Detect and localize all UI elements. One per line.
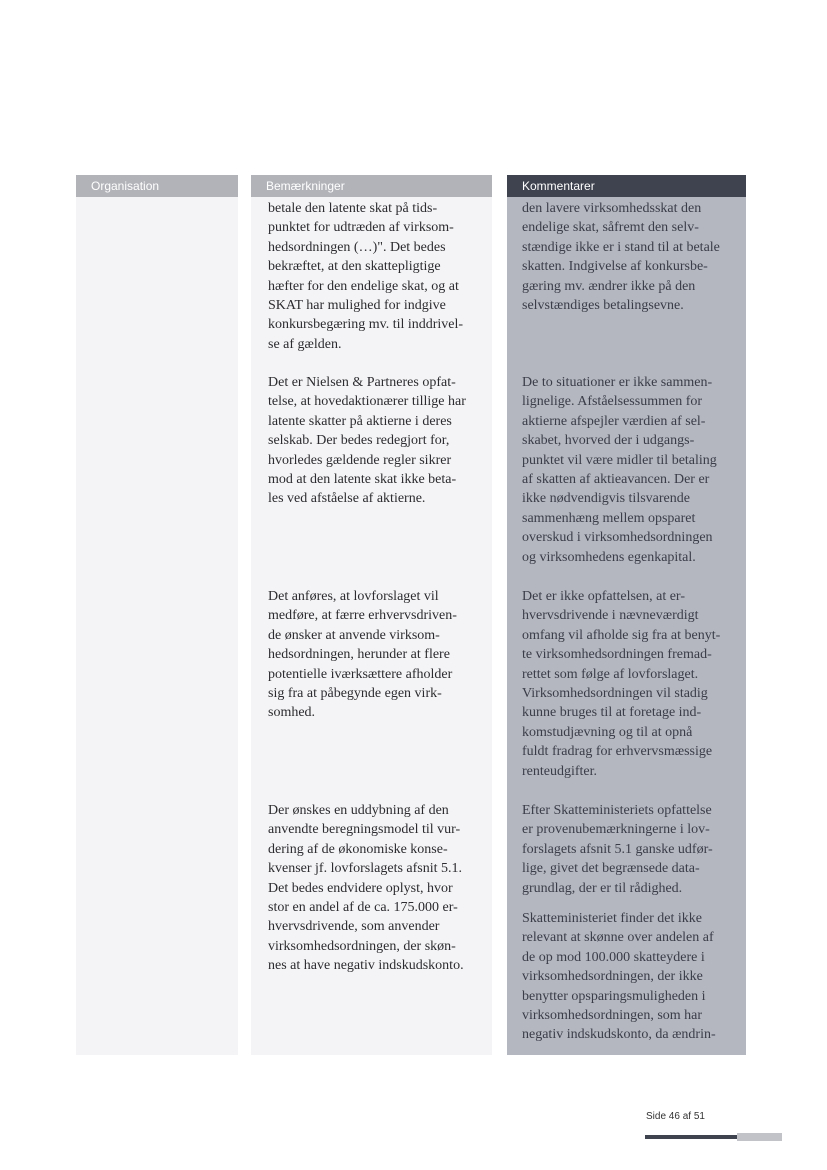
- text-line: virksomhedsordningen, der skøn-: [268, 938, 456, 954]
- text-line: stor en andel af de ca. 175.000 er-: [268, 900, 458, 916]
- text-line: Efter Skatteministeriets opfattelse: [522, 803, 712, 818]
- kommentarer-header: Kommentarer: [507, 175, 746, 197]
- kommentar-paragraph-3: [507, 587, 746, 781]
- text-line: skatten. Indgivelse af konkursbe-: [522, 259, 708, 275]
- text-line: omfang vil afholde sig fra at benyt-: [522, 627, 721, 643]
- text-line: stændige ikke er i stand til at betale: [522, 239, 720, 255]
- text-line: negativ indskudskonto, da ændrin-: [522, 1027, 716, 1043]
- text-line: selvstændiges betalingsevne.: [522, 298, 684, 314]
- text-line: de op mod 100.000 skatteydere i: [522, 949, 705, 965]
- text-line: punktet for udtræden af virksom-: [268, 220, 454, 236]
- text-line: somhed.: [268, 705, 316, 721]
- text-line: Det er Nielsen & Partneres opfat-: [268, 375, 456, 390]
- text-line: skabet, hvorved der i udgangs-: [522, 433, 695, 449]
- bemaerkning-paragraph-1: [251, 199, 492, 354]
- text-line: overskud i virksomhedsordningen: [522, 530, 713, 546]
- text-line: den lavere virksomhedsskat den: [522, 201, 702, 216]
- text-line: af skatten af aktieavancen. Der er: [522, 472, 710, 488]
- text-line: hedsordningen, herunder at flere: [268, 647, 450, 663]
- text-line: grundlag, der er til rådighed.: [522, 880, 683, 896]
- text-line: SKAT har mulighed for indgive: [268, 298, 446, 314]
- text-line: hvervsdrivende i nævneværdigt: [522, 608, 699, 624]
- text-line: punktet vil være midler til betaling: [522, 452, 717, 468]
- text-line: Virksomhedsordningen vil stadig: [522, 686, 708, 702]
- text-line: Det bedes endvidere oplyst, hvor: [268, 880, 453, 896]
- text-line: ikke nødvendigvis tilsvarende: [522, 491, 690, 507]
- text-line: gæring mv. ændrer ikke på den: [522, 278, 696, 294]
- text-line: rettet som følge af lovforslaget.: [522, 666, 699, 682]
- kommentarer-column: [507, 175, 746, 1055]
- text-line: Der ønskes en uddybning af den: [268, 803, 449, 818]
- text-line: mod at den latente skat ikke beta-: [268, 472, 457, 488]
- text-line: og virksomhedens egenkapital.: [522, 549, 696, 565]
- text-line: medføre, at færre erhvervsdriven-: [268, 608, 457, 624]
- text-line: virksomhedsordningen, der ikke: [522, 969, 703, 985]
- page-number: Side 46 af 51: [646, 1111, 705, 1122]
- text-line: kunne bruges til at foretage ind-: [522, 705, 702, 721]
- text-line: les ved afståelse af aktierne.: [268, 491, 426, 507]
- text-line: sammenhæng mellem opsparet: [522, 510, 696, 526]
- kommentar-paragraph-2: [507, 373, 746, 567]
- text-line: er provenubemærkningerne i lov-: [522, 822, 710, 838]
- organisation-header: Organisation: [76, 175, 238, 197]
- kommentar-paragraph-4: [507, 801, 746, 898]
- text-line: Det anføres, at lovforslaget vil: [268, 589, 439, 604]
- text-line: benytter opsparingsmuligheden i: [522, 988, 706, 1004]
- text-line: endelige skat, såfremt den selv-: [522, 220, 699, 236]
- text-line: te virksomhedsordningen fremad-: [522, 647, 712, 663]
- text-line: hedsordningen (…)". Det bedes: [268, 239, 446, 255]
- kommentar-paragraph-5: [507, 909, 746, 1045]
- bemaerkning-paragraph-3: [251, 587, 492, 723]
- text-line: de ønsker at anvende virksom-: [268, 627, 440, 643]
- text-line: nes at have negativ indskudskonto.: [268, 958, 464, 974]
- text-line: bekræftet, at den skattepligtige: [268, 259, 441, 275]
- bemaerkninger-header: Bemærkninger: [251, 175, 492, 197]
- text-line: betale den latente skat på tids-: [268, 201, 438, 216]
- organisation-column: [76, 175, 238, 1055]
- bemaerkning-paragraph-4: [251, 801, 492, 976]
- text-line: virksomhedsordningen, som har: [522, 1008, 703, 1024]
- text-line: De to situationer er ikke sammen-: [522, 375, 713, 390]
- text-line: fuldt fradrag for erhvervsmæssige: [522, 744, 713, 760]
- text-line: lignelige. Afståelsessummen for: [522, 394, 703, 410]
- text-line: hvorledes gældende regler sikrer: [268, 452, 452, 468]
- kommentar-paragraph-1: [507, 199, 746, 315]
- text-line: se af gælden.: [268, 336, 342, 352]
- text-line: anvendte beregningsmodel til vur-: [268, 822, 461, 838]
- text-line: latente skatter på aktierne i deres: [268, 413, 452, 429]
- text-line: hvervsdrivende, som anvender: [268, 919, 440, 935]
- text-line: hæfter for den endelige skat, og at: [268, 278, 459, 294]
- text-line: dering af de økonomiske konse-: [268, 841, 448, 857]
- bemaerkninger-column: [251, 175, 492, 1055]
- bemaerkning-paragraph-2: [251, 373, 492, 509]
- text-line: telse, at hovedaktionærer tillige har: [268, 394, 466, 410]
- text-line: Det er ikke opfattelsen, at er-: [522, 589, 685, 604]
- text-line: forslagets afsnit 5.1 ganske udfør-: [522, 841, 713, 857]
- footer-rule-dark: [645, 1135, 737, 1139]
- text-line: selskab. Der bedes redegjort for,: [268, 433, 450, 449]
- footer-rule-light: [737, 1133, 782, 1141]
- text-line: kvenser jf. lovforslagets afsnit 5.1.: [268, 861, 463, 877]
- text-line: aktierne afspejler værdien af sel-: [522, 413, 706, 429]
- text-line: potentielle iværksættere afholder: [268, 666, 453, 682]
- text-line: sig fra at påbegynde egen virk-: [268, 686, 442, 702]
- text-line: relevant at skønne over andelen af: [522, 930, 714, 946]
- text-line: komstudjævning og til at opnå: [522, 724, 693, 740]
- text-line: renteudgifter.: [522, 763, 598, 779]
- text-line: lige, givet det begrænsede data-: [522, 861, 700, 877]
- text-line: Skatteministeriet finder det ikke: [522, 911, 703, 926]
- text-line: konkursbegæring mv. til inddrivel-: [268, 317, 464, 333]
